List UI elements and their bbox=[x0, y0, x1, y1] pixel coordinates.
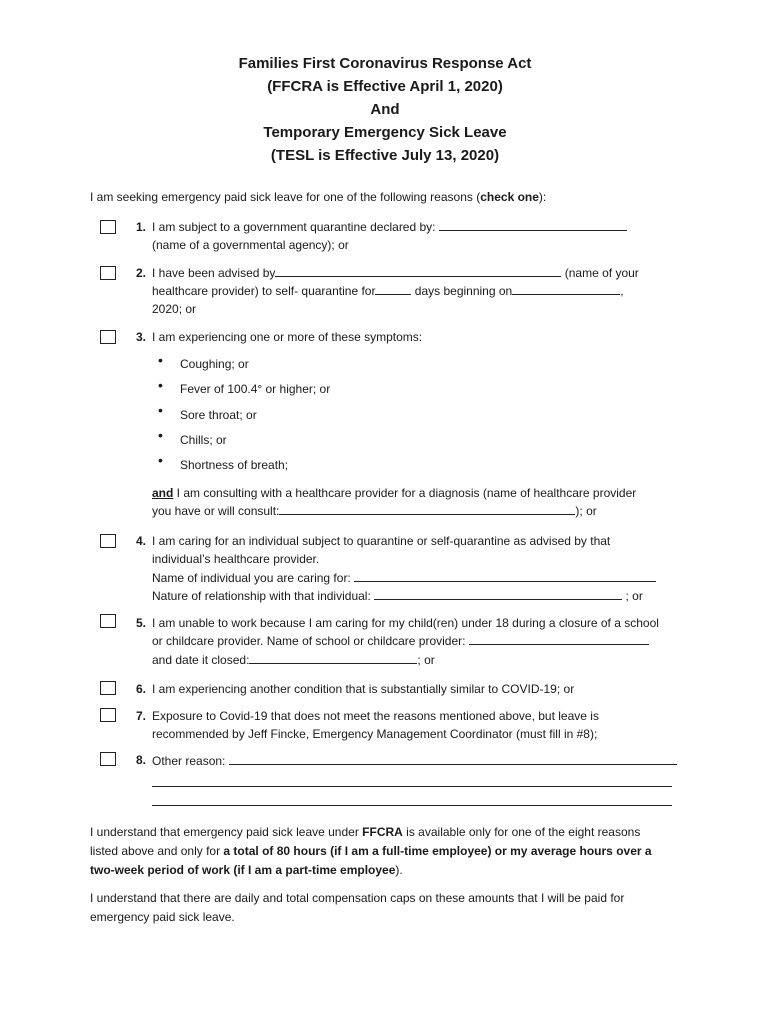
reason-3-checkbox[interactable] bbox=[100, 330, 116, 344]
other-reason-label: Other reason: bbox=[152, 754, 226, 768]
reason-3-number: 3. bbox=[136, 330, 147, 344]
reason-3-consult-text: I am consulting with a healthcare provider for a diagnosis (name of healthcare provider bbox=[173, 486, 637, 500]
reason-5-line-1: I am unable to work because I am caring for my child(ren) under 18 during a closure of a school bbox=[152, 616, 659, 630]
other-reason-field[interactable] bbox=[229, 753, 677, 765]
caps-line-2: emergency paid sick leave. bbox=[90, 910, 235, 924]
and-label: and bbox=[152, 486, 174, 500]
reason-2-line-1 bbox=[152, 264, 639, 282]
form-title-line-2: (FFCRA is Effective April 1, 2020) bbox=[267, 78, 503, 95]
reason-4-line-1: I am caring for an individual subject to quarantine or self-quarantine as advised by that bbox=[152, 534, 611, 548]
ack-text-f: two-week period of work (if I am a part-time employee bbox=[90, 863, 396, 877]
symptom-item: Coughing; or bbox=[180, 357, 249, 371]
intro-text bbox=[90, 190, 546, 204]
other-reason-line-2[interactable] bbox=[152, 786, 672, 787]
other-reason-line-3[interactable] bbox=[152, 805, 672, 806]
reason-7-number: 7. bbox=[136, 709, 147, 723]
reason-5-line-3 bbox=[152, 651, 435, 669]
reason-7-line-2: recommended by Jeff Fincke, Emergency Management Coordinator (must fill in #8); bbox=[152, 727, 598, 741]
reason-5-number: 5. bbox=[136, 616, 147, 630]
reason-4-line-4 bbox=[152, 587, 643, 605]
bullet-icon: • bbox=[158, 377, 163, 393]
ack-text-g: ). bbox=[395, 863, 403, 877]
reason-6-checkbox[interactable] bbox=[100, 681, 116, 695]
reason-7-checkbox[interactable] bbox=[100, 708, 116, 722]
reason-2-text-c: healthcare provider) to self- quarantine for bbox=[152, 284, 376, 298]
reason-2-text-b: (name of your bbox=[564, 266, 639, 280]
reason-2-line-2 bbox=[152, 282, 624, 300]
reason-2-text-e: , bbox=[620, 284, 624, 298]
relationship-field[interactable] bbox=[374, 588, 622, 600]
school-name-label: or childcare provider. Name of school or childcare provider: bbox=[152, 634, 466, 648]
ack-text-c: is available only for one of the eight reasons bbox=[402, 825, 641, 839]
intro-after: ): bbox=[538, 190, 547, 204]
reason-3-line-1: I am experiencing one or more of these symptoms: bbox=[152, 330, 423, 344]
caps-line-1: I understand that there are daily and total compensation caps on these amounts that I will be paid for bbox=[90, 891, 625, 905]
intro-before: I am seeking emergency paid sick leave for one of the following reasons ( bbox=[90, 190, 481, 204]
ack-text-e: a total of 80 hours (if I am a full-time employee) or my average hours over a bbox=[223, 844, 652, 858]
reason-8-checkbox[interactable] bbox=[100, 752, 116, 766]
ack-line-1 bbox=[90, 823, 690, 842]
healthcare-provider-field[interactable] bbox=[275, 265, 561, 277]
reason-1-line-2: (name of a governmental agency); or bbox=[152, 238, 349, 252]
bullet-icon: • bbox=[158, 452, 163, 468]
closure-date-field[interactable] bbox=[249, 652, 417, 664]
intro-bold: check one bbox=[480, 190, 539, 204]
bullet-icon: • bbox=[158, 352, 163, 368]
reason-3-consult-label: you have or will consult: bbox=[152, 504, 280, 518]
reason-2-line-3: 2020; or bbox=[152, 302, 197, 316]
symptom-item: Sore throat; or bbox=[180, 408, 257, 422]
form-title-line-3: And bbox=[370, 101, 400, 118]
reason-6-number: 6. bbox=[136, 682, 147, 696]
reason-2-checkbox[interactable] bbox=[100, 266, 116, 280]
symptom-item: Chills; or bbox=[180, 433, 227, 447]
form-title-line-4: Temporary Emergency Sick Leave bbox=[263, 124, 507, 141]
quarantine-start-date-field[interactable] bbox=[512, 283, 620, 295]
ack-line-3 bbox=[90, 861, 690, 880]
reason-3-line-2 bbox=[152, 484, 636, 502]
reason-1-number: 1. bbox=[136, 220, 147, 234]
reason-4-checkbox[interactable] bbox=[100, 534, 116, 548]
reason-7-line-1: Exposure to Covid-19 that does not meet the reasons mentioned above, but leave is bbox=[152, 709, 599, 723]
compensation-caps-acknowledgement bbox=[90, 889, 690, 927]
agency-name-field[interactable] bbox=[439, 219, 627, 231]
individual-name-label: Name of individual you are caring for: bbox=[152, 571, 351, 585]
ack-text-a: I understand that emergency paid sick leave under bbox=[90, 825, 363, 839]
form-title-line-1: Families First Coronavirus Response Act bbox=[238, 55, 532, 72]
consulting-provider-field[interactable] bbox=[279, 503, 575, 515]
symptom-item: Fever of 100.4° or higher; or bbox=[180, 382, 331, 396]
school-name-field[interactable] bbox=[469, 633, 649, 645]
symptom-item: Shortness of breath; bbox=[180, 458, 289, 472]
reason-8-line-1 bbox=[152, 752, 677, 770]
ack-text-d: listed above and only for bbox=[90, 844, 224, 858]
reason-5-line-2 bbox=[152, 632, 649, 650]
reason-1-line-1 bbox=[152, 218, 627, 236]
reason-3-consult-end: ); or bbox=[575, 504, 597, 518]
reason-2-number: 2. bbox=[136, 266, 147, 280]
form-title-line-5: (TESL is Effective July 13, 2020) bbox=[270, 147, 500, 164]
reason-6-line-1: I am experiencing another condition that is substantially similar to COVID-19; or bbox=[152, 682, 575, 696]
ack-ffcra: FFCRA bbox=[362, 825, 403, 839]
relationship-label: Nature of relationship with that individual: bbox=[152, 589, 371, 603]
closure-date-end: ; or bbox=[417, 653, 435, 667]
individual-name-field[interactable] bbox=[354, 570, 656, 582]
relationship-end: ; or bbox=[625, 589, 643, 603]
quarantine-days-field[interactable] bbox=[375, 283, 411, 295]
reason-3-line-3 bbox=[152, 502, 597, 520]
reason-4-line-3 bbox=[152, 569, 656, 587]
reason-4-number: 4. bbox=[136, 534, 147, 548]
reason-8-number: 8. bbox=[136, 753, 147, 767]
reason-1-checkbox[interactable] bbox=[100, 220, 116, 234]
reason-2-text-a: I have been advised by bbox=[152, 266, 276, 280]
reason-4-line-2: individual’s healthcare provider. bbox=[152, 552, 320, 566]
closure-date-label: and date it closed: bbox=[152, 653, 250, 667]
ack-line-2 bbox=[90, 842, 690, 861]
bullet-icon: • bbox=[158, 402, 163, 418]
reason-2-text-d: days beginning on bbox=[414, 284, 513, 298]
reason-5-checkbox[interactable] bbox=[100, 614, 116, 628]
bullet-icon: • bbox=[158, 427, 163, 443]
reason-1-text: I am subject to a government quarantine declared by: bbox=[152, 220, 436, 234]
ffcra-acknowledgement bbox=[90, 823, 690, 880]
